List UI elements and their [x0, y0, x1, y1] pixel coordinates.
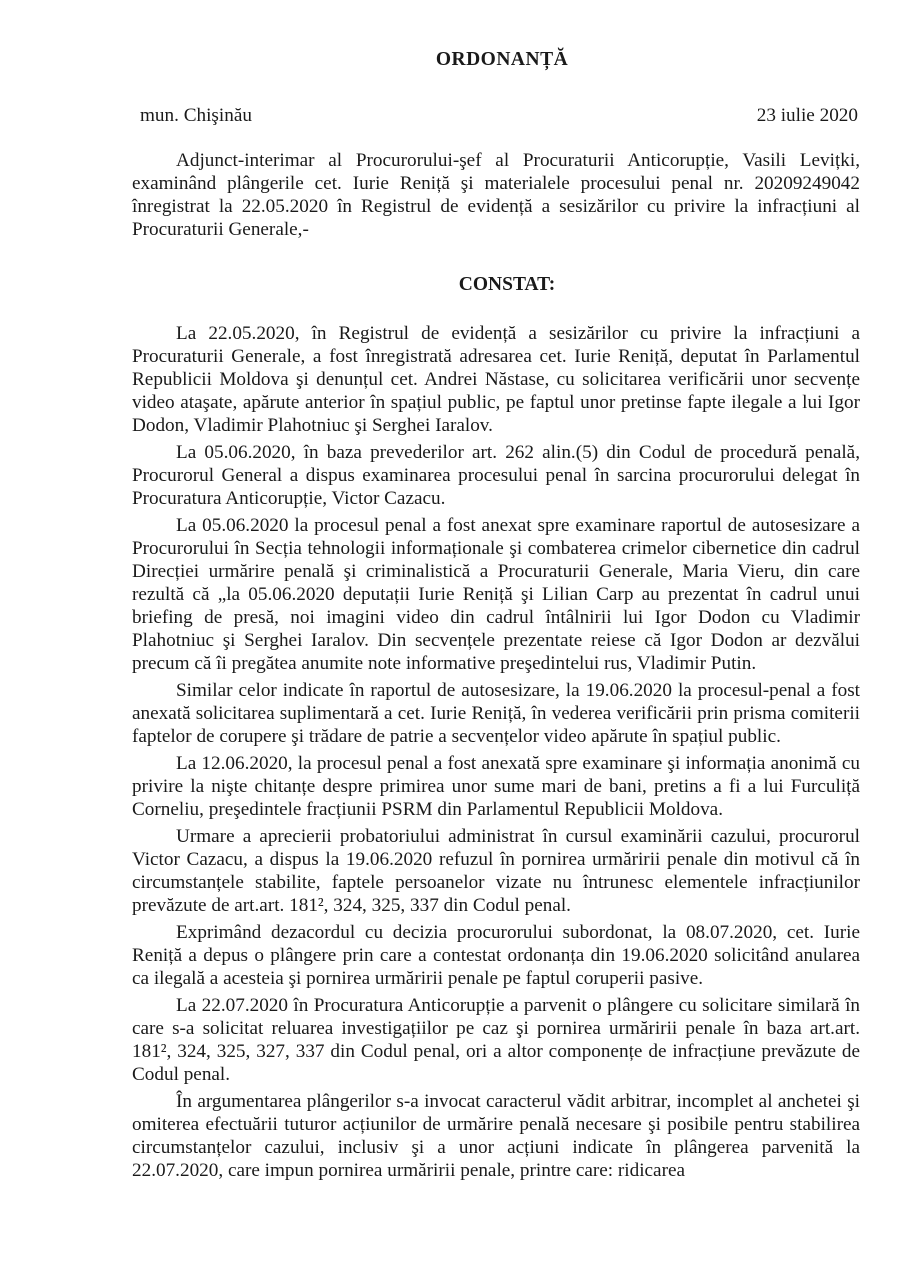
paragraph: Urmare a aprecierii probatoriului administrat în cursul examinării cazului, procurorul Victor Cazacu, a dispus la 19.06.2020 refuzul în pornirea urmăririi penale din motivul că în circumstanțele stabilite, faptele persoanelor vizate nu întrunesc elementele infracțiunilor prevăzute de art.art. 181², 324, 325, 337 din Codul penal. — [132, 826, 860, 916]
paragraph: La 22.05.2020, în Registrul de evidență a sesizărilor cu privire la infracțiuni a Procuraturii Generale, a fost înregistrată adresarea cet. Iurie Reniță, deputat în Parlamentul Republicii Moldova şi denunțul cet. Andrei Năstase, cu solicitarea verificării unor secvențe video ataşate, apărute anterior în spațiul public, pe faptul unor pretinse fapte ilegale a lui Igor Dodon, Vladimir Plahotniuc şi Serghei Iaralov. — [132, 323, 860, 436]
paragraph: Similar celor indicate în raportul de autosesizare, la 19.06.2020 la procesul-penal a fost anexată solicitarea suplimentară a cet. Iurie Reniță, în vederea verificării prin prisma comiterii faptelor de corupere şi trădare de patrie a secvențelor video apărute în spațiul public. — [132, 680, 860, 747]
paragraph: La 22.07.2020 în Procuratura Anticorupție a parvenit o plângere cu solicitare similară în care s-a solicitat reluarea investigațiilor pe caz şi pornirea urmăririi penale în baza art.art. 181², 324, 325, 327, 337 din Codul penal, ori a altor componențe de infracțiune prevăzute de Codul penal. — [132, 995, 860, 1085]
body-paragraphs — [132, 322, 860, 1182]
document-date: 23 iulie 2020 — [756, 105, 858, 126]
document-title: ORDONANȚĂ — [435, 49, 569, 70]
paragraph: Exprimând dezacordul cu decizia procurorului subordonat, la 08.07.2020, cet. Iurie Reniță a depus o plângere prin care a contestat ordonanța din 19.06.2020 solicitând anularea ca ilegală a acesteia şi pornirea urmăririi penale pe faptul coruperii pasive. — [132, 922, 860, 989]
place-date-row — [132, 104, 860, 127]
intro-paragraph: Adjunct-interimar al Procurorului-şef al Procuraturii Anticorupție, Vasili Levițki, examinând plângerile cet. Iurie Reniță şi materialele procesului penal nr. 20209249042 înregistrat la 22.05.2020 în Registrul de evidență a sesizărilor cu privire la infracțiuni al Procuraturii Generale,- — [132, 150, 860, 240]
paragraph: În argumentarea plângerilor s-a invocat caracterul vădit arbitrar, incomplet al anchetei şi omiterea efectuării tuturor acțiunilor de urmărire penală necesare şi posibile pentru stabilirea circumstanțelor cazului, inclusiv şi a unor acțiuni indicate în plângerea parvenită la 22.07.2020, care impun pornirea urmăririi penale, printre care: ridicarea — [132, 1091, 860, 1181]
paragraph: La 05.06.2020 la procesul penal a fost anexat spre examinare raportul de autosesizare a Procurorului în Secția tehnologii informaționale şi combaterea crimelor cibernetice din cadrul Direcției urmărire penală şi criminalistică a Procuraturii Generale, Maria Vieru, din care rezultă că „la 05.06.2020 deputații Iurie Reniță şi Lilian Carp au prezentat în cadrul unui briefing de presă, noi imagini video din cadrul întâlnirii lui Igor Dodon cu Vladimir Plahotniuc şi Serghei Iaralov. Din secvențele prezentate reiese că Igor Dodon ar dezvălui precum că îi pregătea anumite note informative preşedintelui rus, Vladimir Putin. — [132, 515, 860, 674]
paragraph: La 05.06.2020, în baza prevederilor art. 262 alin.(5) din Codul de procedură penală, Procurorul General a dispus examinarea procesului penal în sarcina procurorului delegat în Procuratura Anticorupție, Victor Cazacu. — [132, 442, 860, 509]
paragraph: La 12.06.2020, la procesul penal a fost anexată spre examinare şi informația anonimă cu privire la nişte chitanțe despre primirea unor sume mari de bani, pretins a fi a lui Furculiță Corneliu, preşedintele fracțiunii PSRM din Parlamentul Republicii Moldova. — [132, 753, 860, 820]
document-place: mun. Chişinău — [140, 105, 252, 126]
section-heading: CONSTAT: — [458, 274, 556, 295]
